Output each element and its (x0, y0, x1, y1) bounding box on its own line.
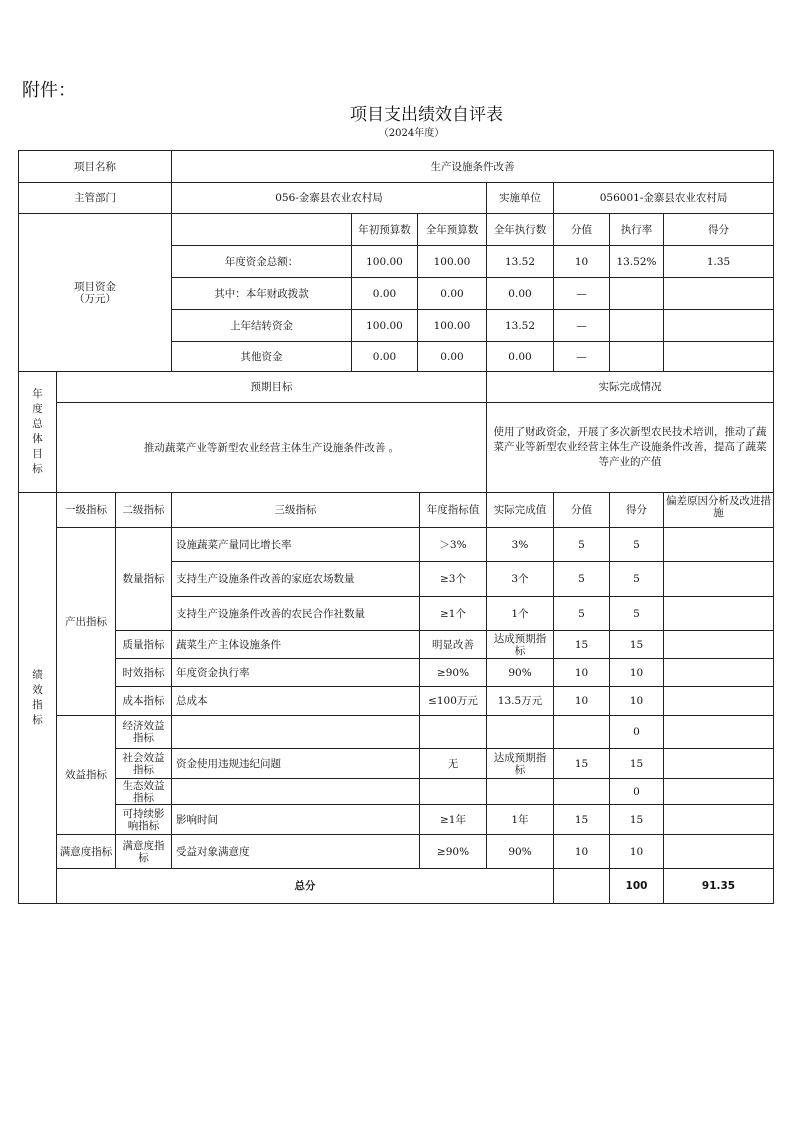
project-name-value: 生产设施条件改善 (172, 151, 774, 183)
funds-score (664, 310, 774, 342)
total-label: 总分 (57, 869, 554, 904)
actual-goal-text: 使用了财政资金，开展了多次新型农民技术培训，推动了蔬菜产业等新型农业经营主体生产设施条件改善，提高了蔬菜等产业的产值 (487, 403, 774, 493)
funds-row-name: 年度资金总额： (172, 246, 352, 278)
funds-header: 执行率 (610, 214, 664, 246)
department-value: 056-金寨县农业农村局 (172, 183, 487, 214)
indicator-value: 10 (554, 835, 610, 869)
indicator-name: 年度资金执行率 (172, 659, 420, 687)
funds-initial: 100.00 (352, 246, 418, 278)
funds-executed: 0.00 (487, 278, 554, 310)
department-row (19, 183, 774, 214)
indicator-actual: 1年 (487, 805, 554, 835)
indicator-row (19, 687, 774, 716)
indicator-target: 无 (420, 749, 487, 779)
project-funds-table (18, 150, 774, 372)
indicator-score: 0 (610, 779, 664, 805)
indicators-side-label: 绩效指标 (19, 493, 57, 904)
level2-ecological: 生态效益指标 (116, 779, 172, 805)
funds-header: 分值 (554, 214, 610, 246)
indicator-note (664, 631, 774, 659)
funds-score-value: 10 (554, 246, 610, 278)
level2-satisfaction: 满意度指标 (116, 835, 172, 869)
level1-satisfaction: 满意度指标 (57, 835, 116, 869)
indicator-row (19, 716, 774, 749)
page-subtitle: （2024年度） (378, 128, 445, 139)
funds-annual: 100.00 (418, 310, 487, 342)
indicator-value: 5 (554, 562, 610, 597)
indicator-value (554, 716, 610, 749)
indicator-actual: 达成预期指标 (487, 631, 554, 659)
indicator-name: 支持生产设施条件改善的农民合作社数量 (172, 597, 420, 631)
indicator-header: 二级指标 (116, 493, 172, 528)
funds-executed: 13.52 (487, 246, 554, 278)
indicator-row (19, 749, 774, 779)
indicator-row (19, 805, 774, 835)
indicator-target: ≥1年 (420, 805, 487, 835)
indicator-value: 15 (554, 631, 610, 659)
indicator-name: 影响时间 (172, 805, 420, 835)
indicator-actual: 3个 (487, 562, 554, 597)
level1-output: 产出指标 (57, 528, 116, 716)
indicator-target (420, 716, 487, 749)
level2-social: 社会效益指标 (116, 749, 172, 779)
indicator-header: 得分 (610, 493, 664, 528)
funds-initial: 0.00 (352, 342, 418, 372)
indicator-actual: 90% (487, 659, 554, 687)
funds-annual: 100.00 (418, 246, 487, 278)
funds-initial: 0.00 (352, 278, 418, 310)
funds-rate (610, 278, 664, 310)
indicator-name: 总成本 (172, 687, 420, 716)
indicator-row (19, 835, 774, 869)
indicator-score: 5 (610, 562, 664, 597)
funds-score-value: — (554, 310, 610, 342)
funds-annual: 0.00 (418, 278, 487, 310)
total-score: 91.35 (664, 869, 774, 904)
indicator-target: ≥3个 (420, 562, 487, 597)
indicator-header: 偏差原因分析及改进措施 (664, 493, 774, 528)
indicator-score: 15 (610, 631, 664, 659)
goals-header-row (19, 372, 774, 403)
funds-rate: 13.52% (610, 246, 664, 278)
indicator-score: 5 (610, 528, 664, 562)
level2-timeliness: 时效指标 (116, 659, 172, 687)
indicator-row (19, 631, 774, 659)
indicator-header: 一级指标 (57, 493, 116, 528)
funds-score (664, 342, 774, 372)
indicator-actual: 达成预期指标 (487, 749, 554, 779)
level2-cost: 成本指标 (116, 687, 172, 716)
funds-executed: 0.00 (487, 342, 554, 372)
funds-header-row (19, 214, 774, 246)
indicator-name: 蔬菜生产主体设施条件 (172, 631, 420, 659)
indicator-name: 资金使用违规违纪问题 (172, 749, 420, 779)
indicator-header: 年度指标值 (420, 493, 487, 528)
funds-score: 1.35 (664, 246, 774, 278)
indicator-note (664, 749, 774, 779)
indicators-header-row (19, 493, 774, 528)
indicator-note (664, 562, 774, 597)
actual-goal-header: 实际完成情况 (487, 372, 774, 403)
project-name-row (19, 151, 774, 183)
indicator-value: 10 (554, 687, 610, 716)
total-actual-blank (554, 869, 610, 904)
annual-goals-table (18, 371, 774, 493)
indicator-actual: 1个 (487, 597, 554, 631)
level2-economic: 经济效益指标 (116, 716, 172, 749)
indicators-table (18, 492, 774, 904)
funds-score (664, 278, 774, 310)
level1-benefit: 效益指标 (57, 716, 116, 835)
indicator-note (664, 597, 774, 631)
indicator-note (664, 835, 774, 869)
indicator-actual (487, 716, 554, 749)
indicator-target: ＞3% (420, 528, 487, 562)
indicator-value (554, 779, 610, 805)
unit-value: 056001-金寨县农业农村局 (554, 183, 774, 214)
indicator-score: 15 (610, 749, 664, 779)
funds-row-name: 上年结转资金 (172, 310, 352, 342)
indicator-value: 5 (554, 528, 610, 562)
indicator-target: ≥1个 (420, 597, 487, 631)
level2-sustainable: 可持续影响指标 (116, 805, 172, 835)
indicator-note (664, 528, 774, 562)
indicator-note (664, 779, 774, 805)
goals-side-label: 年度总体目标 (19, 372, 57, 493)
funds-header: 全年执行数 (487, 214, 554, 246)
expected-goal-text: 推动蔬菜产业等新型农业经营主体生产设施条件改善 。 (57, 403, 487, 493)
indicator-header: 分值 (554, 493, 610, 528)
page-title: 项目支出绩效自评表 (350, 105, 503, 125)
total-row (19, 869, 774, 904)
indicator-value: 15 (554, 749, 610, 779)
indicator-score: 10 (610, 835, 664, 869)
indicator-note (664, 716, 774, 749)
indicator-target: ≤100万元 (420, 687, 487, 716)
indicator-note (664, 805, 774, 835)
funds-initial: 100.00 (352, 310, 418, 342)
goals-row (19, 403, 774, 493)
funds-executed: 13.52 (487, 310, 554, 342)
indicator-value: 10 (554, 659, 610, 687)
indicator-row (19, 779, 774, 805)
indicator-score: 15 (610, 805, 664, 835)
indicator-target (420, 779, 487, 805)
funds-rate (610, 342, 664, 372)
funds-row-name: 其他资金 (172, 342, 352, 372)
indicator-name (172, 716, 420, 749)
expected-goal-header: 预期目标 (57, 372, 487, 403)
indicator-value: 5 (554, 597, 610, 631)
indicator-header: 实际完成值 (487, 493, 554, 528)
total-value: 100 (610, 869, 664, 904)
indicator-row (19, 659, 774, 687)
project-name-label: 项目名称 (19, 151, 172, 183)
indicator-score: 5 (610, 597, 664, 631)
indicator-header: 三级指标 (172, 493, 420, 528)
funds-header-blank (172, 214, 352, 246)
indicator-actual (487, 779, 554, 805)
level2-quality: 质量指标 (116, 631, 172, 659)
funds-row-name: 其中：本年财政拨款 (172, 278, 352, 310)
indicator-value: 15 (554, 805, 610, 835)
funds-header: 年初预算数 (352, 214, 418, 246)
indicator-name (172, 779, 420, 805)
unit-label: 实施单位 (487, 183, 554, 214)
indicator-name: 支持生产设施条件改善的家庭农场数量 (172, 562, 420, 597)
funds-label: 项目资金 （万元） (19, 214, 172, 372)
indicator-row (19, 528, 774, 562)
indicator-actual: 13.5万元 (487, 687, 554, 716)
indicator-score: 10 (610, 687, 664, 716)
indicator-actual: 3% (487, 528, 554, 562)
indicator-note (664, 687, 774, 716)
indicator-actual: 90% (487, 835, 554, 869)
indicator-name: 受益对象满意度 (172, 835, 420, 869)
indicator-name: 设施蔬菜产量同比增长率 (172, 528, 420, 562)
funds-header: 得分 (664, 214, 774, 246)
department-label: 主管部门 (19, 183, 172, 214)
funds-score-value: — (554, 342, 610, 372)
indicator-score: 0 (610, 716, 664, 749)
indicator-target: 明显改善 (420, 631, 487, 659)
indicator-note (664, 659, 774, 687)
indicator-target: ≥90% (420, 659, 487, 687)
indicator-target: ≥90% (420, 835, 487, 869)
funds-score-value: — (554, 278, 610, 310)
funds-header: 全年预算数 (418, 214, 487, 246)
indicator-score: 10 (610, 659, 664, 687)
level2-quantity: 数量指标 (116, 528, 172, 631)
funds-annual: 0.00 (418, 342, 487, 372)
funds-rate (610, 310, 664, 342)
attachment-label: 附件： (22, 80, 76, 101)
